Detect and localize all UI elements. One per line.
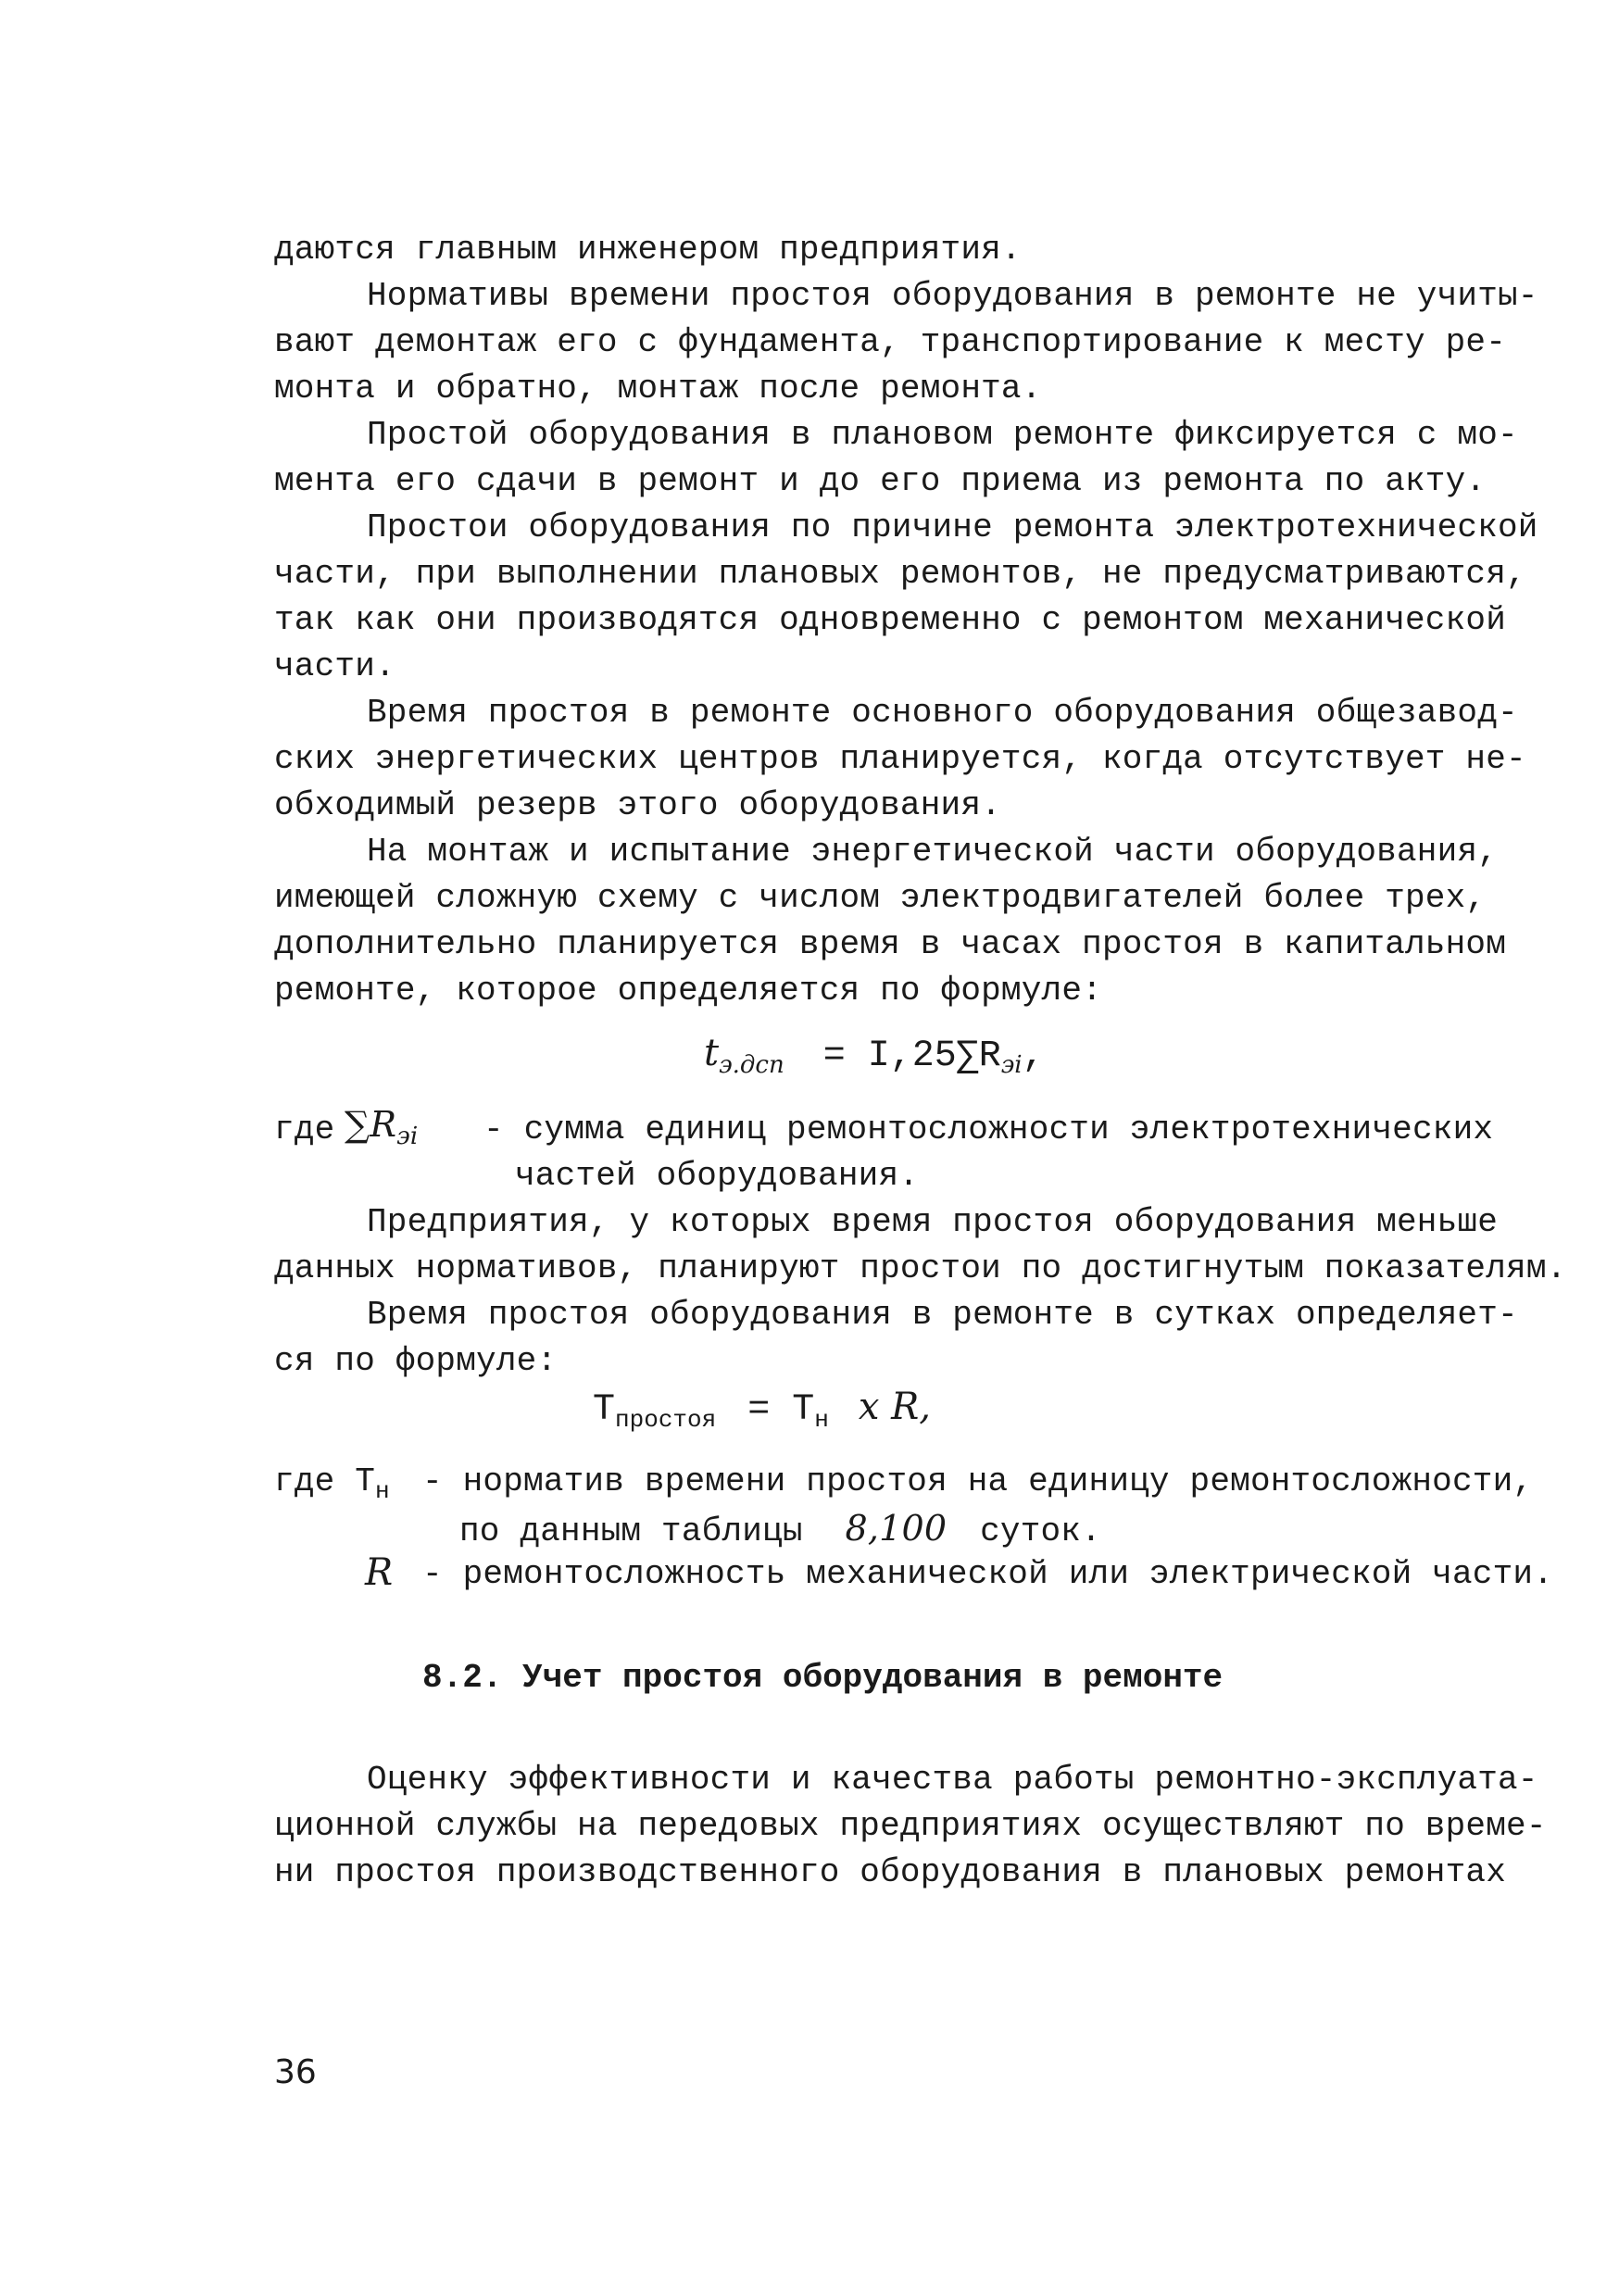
text-line: части. bbox=[274, 647, 395, 685]
definition-text: - норматив времени простоя на единицу ремонтосложности, bbox=[422, 1462, 1534, 1500]
definition-text: частей оборудования. bbox=[515, 1157, 920, 1195]
text-line: Предприятия, у которых время простоя оборудования меньше bbox=[367, 1203, 1498, 1241]
text-line: даются главным инженером предприятия. bbox=[274, 231, 1022, 269]
definition-where-text: где T bbox=[274, 1462, 376, 1500]
text-line: имеющей сложную схему с числом электродвигателей более трех, bbox=[274, 879, 1487, 917]
definition-where bbox=[274, 1462, 390, 1512]
formula-subscript: э.дсп bbox=[719, 1051, 784, 1079]
formula-subscript: н bbox=[814, 1406, 829, 1434]
handwritten-value: 8,100 bbox=[845, 1508, 948, 1549]
text-line: ремонте, которое определяется по формуле: bbox=[274, 972, 1102, 1010]
text-line: ни простоя производственного оборудования в плановых ремонтах bbox=[274, 1853, 1507, 1891]
text-line: ционной службы на передовых предприятиях осуществляют по време- bbox=[274, 1807, 1547, 1845]
definition-symbol-main: ∑R bbox=[345, 1104, 397, 1145]
definition-symbol-sub: эi bbox=[396, 1123, 419, 1150]
text-line: вают демонтаж его с фундамента, транспортирование к месту ре- bbox=[274, 323, 1507, 361]
formula-comma: , bbox=[1022, 1035, 1045, 1077]
text-line: части, при выполнении плановых ремонтов, не предусматриваются, bbox=[274, 555, 1526, 593]
text-line: Простой оборудования в плановом ремонте фиксируется с мо- bbox=[367, 416, 1518, 454]
definition-text-part: по данным таблицы bbox=[459, 1512, 803, 1550]
text-line: монта и обратно, монтаж после ремонта. bbox=[274, 370, 1042, 408]
definition-text bbox=[459, 1508, 1101, 1552]
definition-text-part: суток. bbox=[980, 1512, 1101, 1550]
page-number: 36 bbox=[274, 2053, 317, 2091]
formula-variable: T bbox=[593, 1389, 616, 1431]
text-line: Время простоя в ремонте основного оборудования общезавод- bbox=[367, 694, 1518, 732]
formula-expression: = I,25∑R bbox=[822, 1035, 1001, 1077]
text-line: ских энергетических центров планируется, когда отсутствует не- bbox=[274, 740, 1526, 778]
definition-text: - сумма единиц ремонтосложности электротехнических bbox=[483, 1110, 1494, 1148]
formula-tail: x R, bbox=[858, 1386, 931, 1428]
definition-where: где bbox=[274, 1110, 335, 1148]
definition-symbol: R bbox=[365, 1551, 394, 1594]
text-line: обходимый резерв этого оборудования. bbox=[274, 786, 1001, 824]
text-line: Простои оборудования по причине ремонта электротехнической bbox=[367, 508, 1538, 546]
definition-text: - ремонтосложность механической или электрической части. bbox=[422, 1555, 1553, 1593]
text-line: Нормативы времени простоя оборудования в ремонте не учиты- bbox=[367, 277, 1538, 315]
formula-downtime-hours bbox=[704, 1030, 1045, 1088]
formula-subscript: простоя bbox=[615, 1406, 717, 1434]
formula-expression: = T bbox=[747, 1389, 815, 1431]
text-line: ся по формуле: bbox=[274, 1342, 558, 1380]
formula-variable: t bbox=[704, 1032, 720, 1074]
text-line: На монтаж и испытание энергетической части оборудования, bbox=[367, 833, 1498, 871]
text-line: мента его сдачи в ремонт и до его приема из ремонта по акту. bbox=[274, 462, 1487, 500]
formula-downtime-days bbox=[593, 1384, 931, 1443]
definition-symbol bbox=[345, 1104, 418, 1157]
definition-where-sub: н bbox=[375, 1477, 390, 1505]
text-line: данных нормативов, планируют простои по достигнутым показателям. bbox=[274, 1249, 1567, 1287]
section-heading: 8.2. Учет простоя оборудования в ремонте bbox=[422, 1659, 1224, 1697]
text-line: так как они производятся одновременно с ремонтом механической bbox=[274, 601, 1507, 639]
text-line: дополнительно планируется время в часах простоя в капитальном bbox=[274, 925, 1507, 963]
text-line: Оценку эффективности и качества работы ремонтно-эксплуата- bbox=[367, 1761, 1538, 1799]
text-line: Время простоя оборудования в ремонте в сутках определяет- bbox=[367, 1296, 1518, 1334]
formula-subscript: эi bbox=[1000, 1051, 1023, 1079]
